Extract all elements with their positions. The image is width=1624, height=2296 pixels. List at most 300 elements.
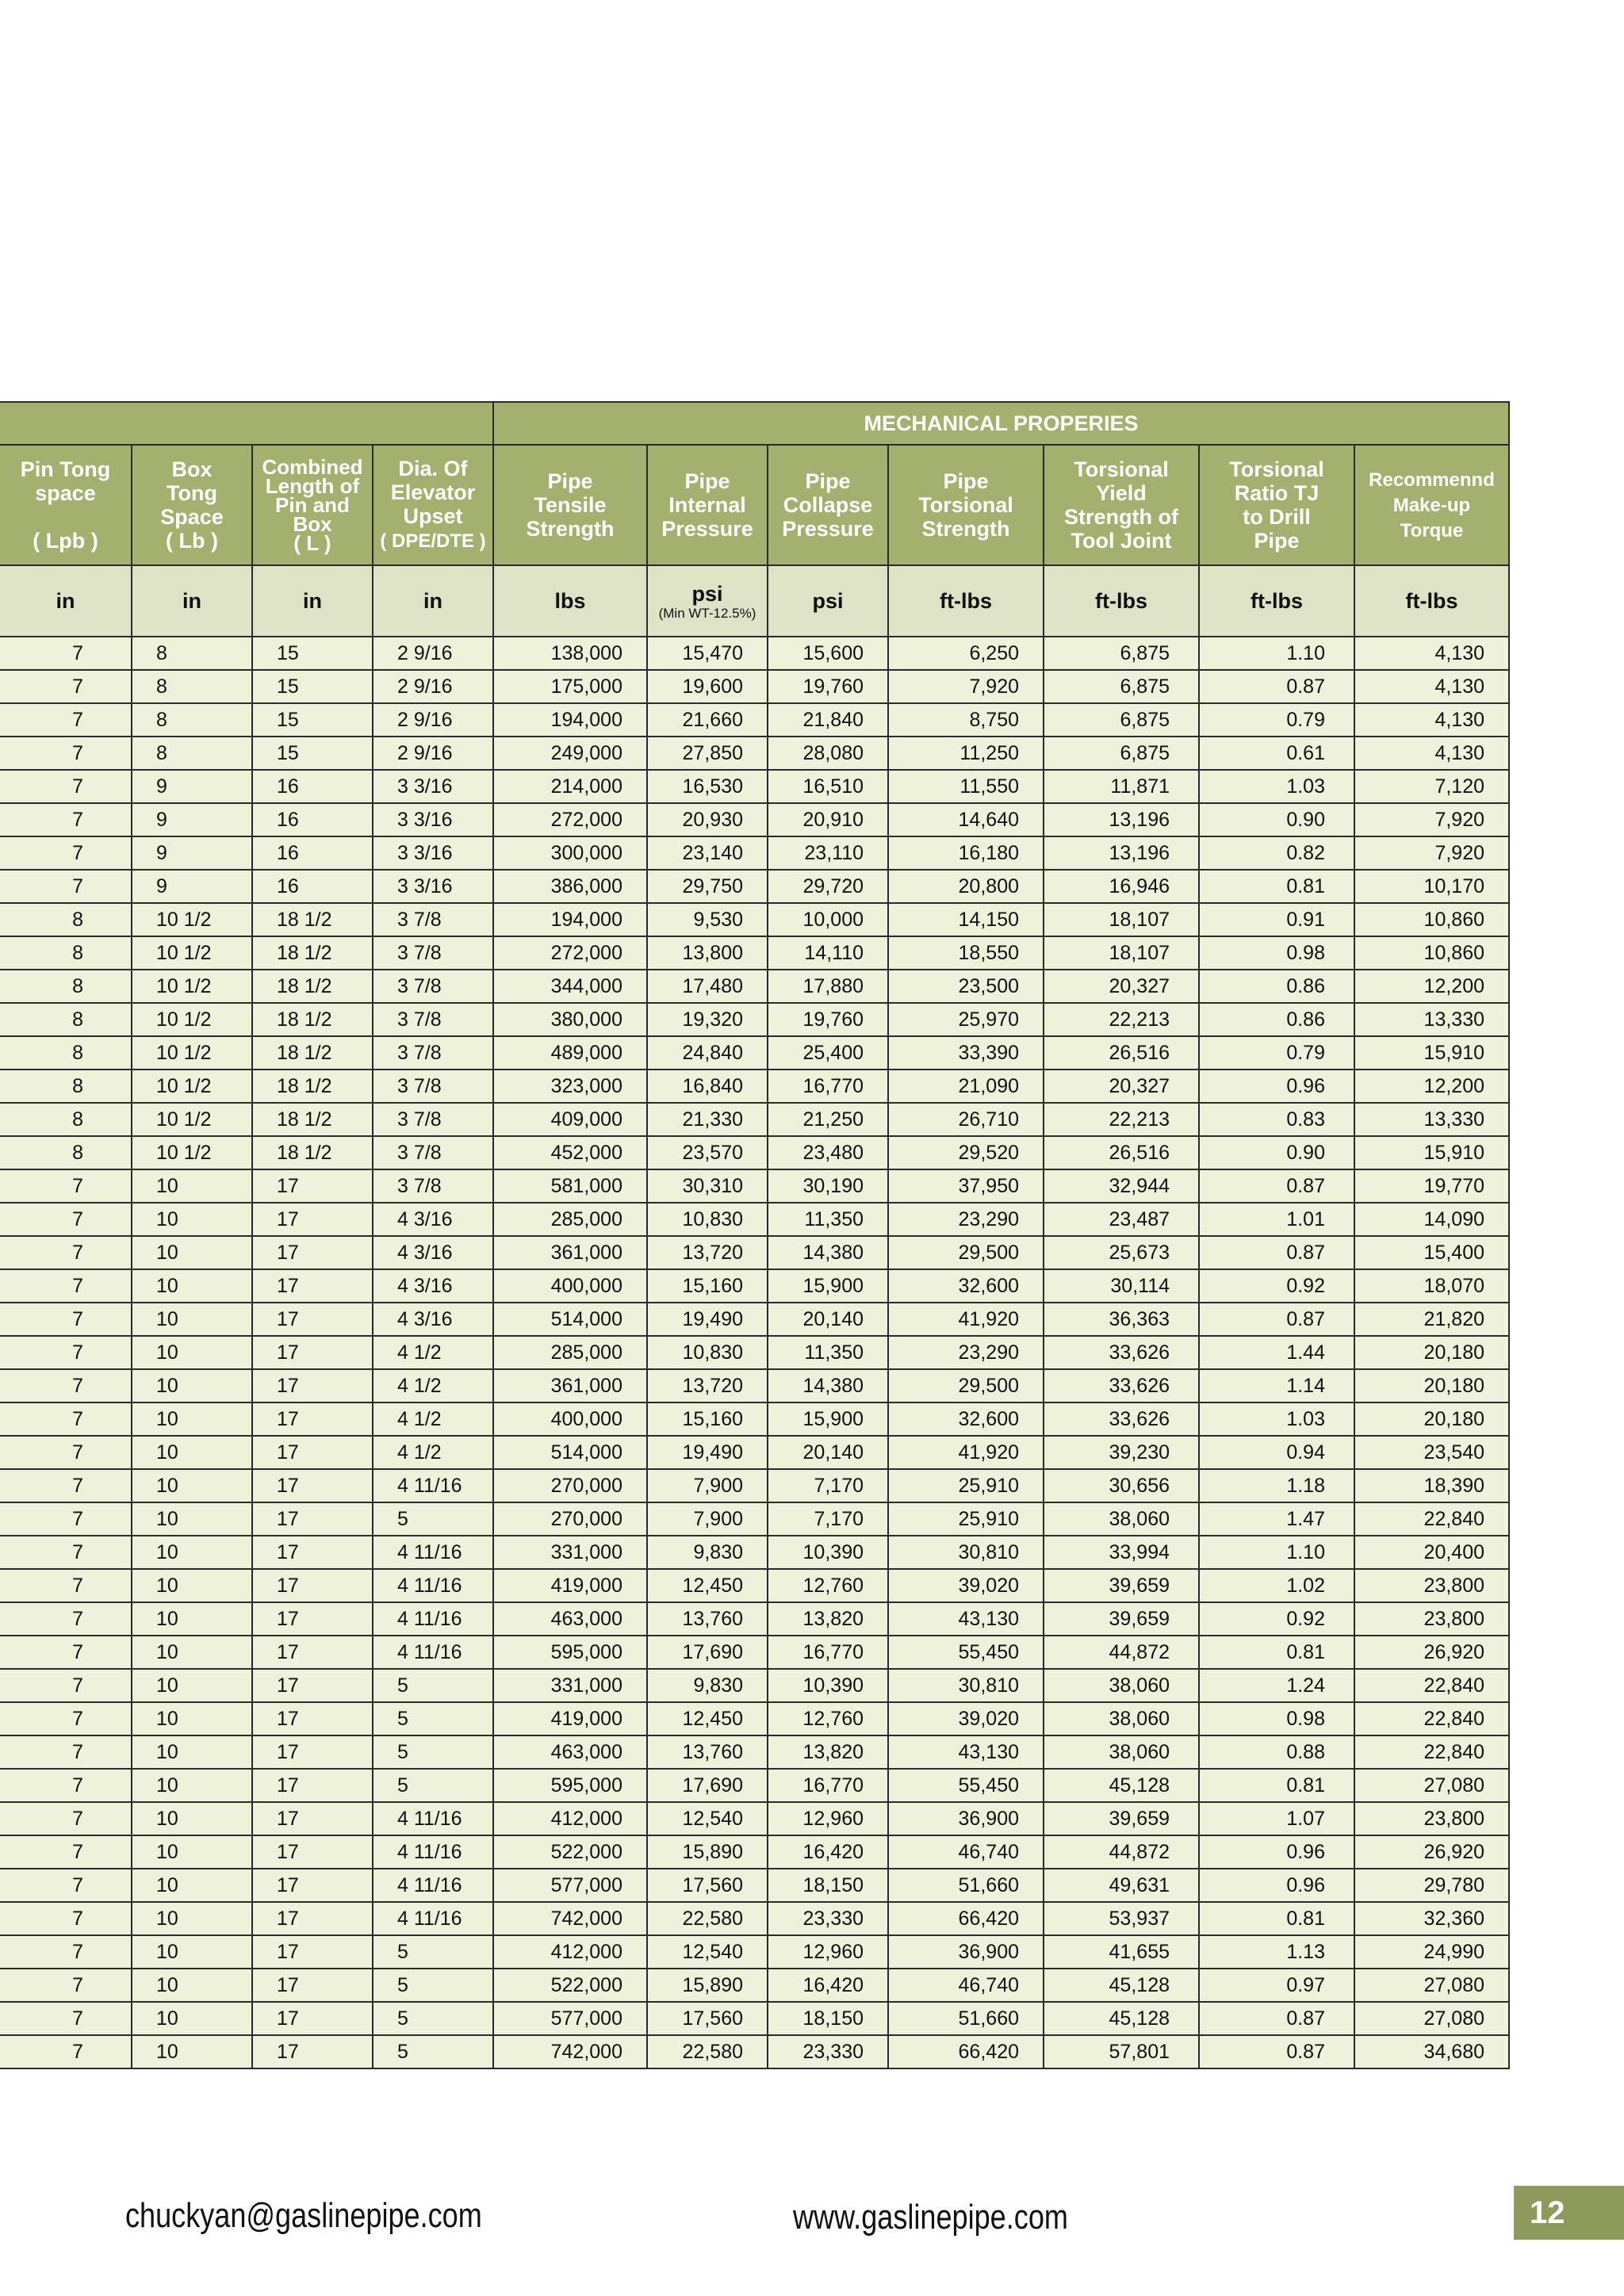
table-cell: 7 — [0, 1902, 132, 1935]
table-cell: 13,720 — [647, 1369, 768, 1402]
table-cell: 15,400 — [1354, 1236, 1509, 1269]
table-cell: 20,910 — [768, 803, 888, 836]
table-cell: 10 1/2 — [132, 1136, 252, 1169]
table-cell: 0.96 — [1199, 1869, 1354, 1902]
table-cell: 38,060 — [1044, 1702, 1199, 1735]
table-cell: 14,380 — [768, 1236, 888, 1269]
table-cell: 5 — [373, 1702, 493, 1735]
table-cell: 25,673 — [1044, 1236, 1199, 1269]
table-cell: 7 — [0, 1369, 132, 1402]
table-cell: 10 1/2 — [132, 936, 252, 970]
table-cell: 522,000 — [493, 1969, 647, 2002]
table-cell: 1.03 — [1199, 1402, 1354, 1436]
table-cell: 7,900 — [647, 1469, 768, 1502]
table-cell: 0.87 — [1199, 2002, 1354, 2035]
table-cell: 7 — [0, 1203, 132, 1236]
table-cell: 1.24 — [1199, 1669, 1354, 1702]
table-cell: 7,170 — [768, 1502, 888, 1536]
table-cell: 22,840 — [1354, 1735, 1509, 1769]
table-cell: 0.92 — [1199, 1602, 1354, 1636]
table-cell: 23,140 — [647, 836, 768, 870]
table-cell: 10 — [132, 1436, 252, 1469]
table-row — [0, 1269, 1509, 1303]
table-cell: 0.87 — [1199, 2035, 1354, 2068]
table-cell: 17 — [252, 1236, 373, 1269]
table-cell: 0.87 — [1199, 1303, 1354, 1336]
table-cell: 7 — [0, 803, 132, 836]
table-cell: 0.83 — [1199, 1103, 1354, 1136]
table-cell: 5 — [373, 2035, 493, 2068]
table-cell: 10 1/2 — [132, 1036, 252, 1070]
table-cell: 7 — [0, 1935, 132, 1969]
table-cell: 8 — [0, 936, 132, 970]
table-cell: 595,000 — [493, 1636, 647, 1669]
table-cell: 66,420 — [888, 1902, 1044, 1935]
table-body — [0, 637, 1509, 2068]
table-cell: 44,872 — [1044, 1835, 1199, 1869]
table-row — [0, 1169, 1509, 1203]
table-cell: 10 — [132, 2035, 252, 2068]
table-cell: 20,327 — [1044, 970, 1199, 1003]
table-cell: 15 — [252, 670, 373, 703]
table-cell: 32,944 — [1044, 1169, 1199, 1203]
table-cell: 17 — [252, 1802, 373, 1835]
table-cell: 20,180 — [1354, 1336, 1509, 1369]
table-cell: 23,540 — [1354, 1436, 1509, 1469]
table-cell: 7 — [0, 637, 132, 670]
table-cell: 21,660 — [647, 703, 768, 737]
footer-email[interactable]: chuckyan@gaslinepipe.com — [125, 2196, 482, 2235]
table-cell: 285,000 — [493, 1203, 647, 1236]
table-cell: 6,875 — [1044, 737, 1199, 770]
table-cell: 7 — [0, 670, 132, 703]
table-cell: 577,000 — [493, 2002, 647, 2035]
table-cell: 13,800 — [647, 936, 768, 970]
table-cell: 361,000 — [493, 1369, 647, 1402]
table-cell: 20,400 — [1354, 1536, 1509, 1569]
unit-cell: in — [373, 565, 493, 637]
table-cell: 0.90 — [1199, 1136, 1354, 1169]
table-row — [0, 703, 1509, 737]
table-cell: 11,250 — [888, 737, 1044, 770]
table-cell: 33,626 — [1044, 1369, 1199, 1402]
table-cell: 8 — [132, 637, 252, 670]
table-cell: 7 — [0, 1269, 132, 1303]
table-cell: 9,830 — [647, 1536, 768, 1569]
table-cell: 14,640 — [888, 803, 1044, 836]
table-cell: 0.98 — [1199, 936, 1354, 970]
table-cell: 18,550 — [888, 936, 1044, 970]
table-cell: 41,920 — [888, 1303, 1044, 1336]
table-cell: 8 — [0, 1070, 132, 1103]
table-cell: 10,860 — [1354, 936, 1509, 970]
table-cell: 214,000 — [493, 770, 647, 803]
table-cell: 49,631 — [1044, 1869, 1199, 1902]
table-cell: 7 — [0, 870, 132, 903]
table-cell: 4 11/16 — [373, 1835, 493, 1869]
table-cell: 7,920 — [888, 670, 1044, 703]
table-cell: 24,990 — [1354, 1935, 1509, 1969]
table-cell: 7,920 — [1354, 836, 1509, 870]
table-cell: 0.79 — [1199, 1036, 1354, 1070]
table-row — [0, 1569, 1509, 1602]
table-cell: 14,110 — [768, 936, 888, 970]
table-cell: 514,000 — [493, 1436, 647, 1469]
table-cell: 14,380 — [768, 1369, 888, 1402]
unit-cell: in — [0, 565, 132, 637]
table-cell: 51,660 — [888, 1869, 1044, 1902]
table-cell: 595,000 — [493, 1769, 647, 1802]
unit-cell: lbs — [493, 565, 647, 637]
table-cell: 23,570 — [647, 1136, 768, 1169]
table-cell: 15,900 — [768, 1402, 888, 1436]
unit-cell: ft-lbs — [888, 565, 1044, 637]
table-cell: 15,600 — [768, 637, 888, 670]
table-cell: 3 7/8 — [373, 1169, 493, 1203]
table-cell: 21,330 — [647, 1103, 768, 1136]
table-cell: 10 — [132, 1802, 252, 1835]
table-cell: 489,000 — [493, 1036, 647, 1070]
table-cell: 10 — [132, 1569, 252, 1602]
table-cell: 400,000 — [493, 1269, 647, 1303]
table-cell: 1.47 — [1199, 1502, 1354, 1536]
table-cell: 2 9/16 — [373, 703, 493, 737]
table-cell: 300,000 — [493, 836, 647, 870]
table-cell: 16,420 — [768, 1835, 888, 1869]
unit-cell: ft-lbs — [1354, 565, 1509, 637]
table-cell: 45,128 — [1044, 1969, 1199, 2002]
table-cell: 21,250 — [768, 1103, 888, 1136]
table-cell: 270,000 — [493, 1502, 647, 1536]
table-cell: 10 — [132, 1902, 252, 1935]
table-cell: 17 — [252, 1402, 373, 1436]
table-cell: 10 — [132, 1303, 252, 1336]
table-cell: 7 — [0, 1536, 132, 1569]
table-cell: 16,840 — [647, 1070, 768, 1103]
table-cell: 6,875 — [1044, 670, 1199, 703]
table-row — [0, 1869, 1509, 1902]
table-cell: 18,150 — [768, 1869, 888, 1902]
table-cell: 17,560 — [647, 1869, 768, 1902]
table-cell: 18 1/2 — [252, 1036, 373, 1070]
table-cell: 0.94 — [1199, 1436, 1354, 1469]
table-cell: 34,680 — [1354, 2035, 1509, 2068]
table-cell: 10 — [132, 1269, 252, 1303]
table-cell: 8 — [132, 737, 252, 770]
table-cell: 17 — [252, 1502, 373, 1536]
table-cell: 16,420 — [768, 1969, 888, 2002]
table-cell: 3 3/16 — [373, 836, 493, 870]
table-cell: 11,350 — [768, 1336, 888, 1369]
table-cell: 17 — [252, 1935, 373, 1969]
table-cell: 17 — [252, 1669, 373, 1702]
footer-website[interactable]: www.gaslinepipe.com — [793, 2198, 1068, 2237]
table-cell: 419,000 — [493, 1702, 647, 1735]
table-cell: 5 — [373, 2002, 493, 2035]
table-row — [0, 836, 1509, 870]
table-cell: 1.03 — [1199, 770, 1354, 803]
table-row — [0, 1735, 1509, 1769]
table-row — [0, 1969, 1509, 2002]
table-row — [0, 1303, 1509, 1336]
table-cell: 10,830 — [647, 1336, 768, 1369]
table-cell: 30,810 — [888, 1669, 1044, 1702]
table-cell: 3 7/8 — [373, 936, 493, 970]
table-cell: 4 1/2 — [373, 1369, 493, 1402]
table-cell: 7 — [0, 1236, 132, 1269]
table-cell: 175,000 — [493, 670, 647, 703]
table-cell: 30,190 — [768, 1169, 888, 1203]
table-cell: 16 — [252, 870, 373, 903]
column-header-row — [0, 445, 1509, 565]
table-cell: 12,760 — [768, 1702, 888, 1735]
table-cell: 7 — [0, 1436, 132, 1469]
table-cell: 8 — [0, 1136, 132, 1169]
table-cell: 12,450 — [647, 1702, 768, 1735]
table-cell: 27,850 — [647, 737, 768, 770]
table-cell: 20,930 — [647, 803, 768, 836]
table-cell: 12,450 — [647, 1569, 768, 1602]
table-cell: 386,000 — [493, 870, 647, 903]
table-cell: 17 — [252, 1969, 373, 2002]
table-cell: 22,840 — [1354, 1702, 1509, 1735]
table-cell: 4 3/16 — [373, 1269, 493, 1303]
table-cell: 4 3/16 — [373, 1303, 493, 1336]
table-cell: 7 — [0, 1636, 132, 1669]
table-cell: 25,970 — [888, 1003, 1044, 1036]
table-row — [0, 737, 1509, 770]
table-cell: 8 — [0, 1036, 132, 1070]
table-cell: 16,770 — [768, 1636, 888, 1669]
table-cell: 409,000 — [493, 1103, 647, 1136]
table-cell: 0.87 — [1199, 670, 1354, 703]
table-row — [0, 1802, 1509, 1835]
table-cell: 10 — [132, 1769, 252, 1802]
table-cell: 742,000 — [493, 2035, 647, 2068]
table-cell: 3 7/8 — [373, 903, 493, 936]
table-cell: 419,000 — [493, 1569, 647, 1602]
table-row — [0, 1702, 1509, 1735]
table-cell: 10 — [132, 1169, 252, 1203]
table-cell: 10 1/2 — [132, 1070, 252, 1103]
table-cell: 19,490 — [647, 1303, 768, 1336]
table-cell: 10,860 — [1354, 903, 1509, 936]
table-cell: 17 — [252, 1835, 373, 1869]
table-cell: 4 11/16 — [373, 1602, 493, 1636]
table-cell: 12,200 — [1354, 970, 1509, 1003]
table-cell: 7 — [0, 737, 132, 770]
table-cell: 331,000 — [493, 1669, 647, 1702]
table-row — [0, 1103, 1509, 1136]
table-cell: 270,000 — [493, 1469, 647, 1502]
table-cell: 10 — [132, 1969, 252, 2002]
table-cell: 18 1/2 — [252, 903, 373, 936]
table-cell: 3 7/8 — [373, 1036, 493, 1070]
table-cell: 0.96 — [1199, 1070, 1354, 1103]
table-row — [0, 1436, 1509, 1469]
col-header-combined-length: Combined Length of Pin and Box ( L ) — [252, 445, 373, 565]
table-cell: 16,770 — [768, 1769, 888, 1802]
table-cell: 20,180 — [1354, 1369, 1509, 1402]
table-cell: 4,130 — [1354, 703, 1509, 737]
table-cell: 7,120 — [1354, 770, 1509, 803]
table-cell: 4 3/16 — [373, 1203, 493, 1236]
table-cell: 3 3/16 — [373, 870, 493, 903]
unit-cell: psi — [768, 565, 888, 637]
table-cell: 361,000 — [493, 1236, 647, 1269]
table-cell: 18 1/2 — [252, 936, 373, 970]
table-cell: 13,760 — [647, 1735, 768, 1769]
table-cell: 20,180 — [1354, 1402, 1509, 1436]
table-cell: 15,160 — [647, 1402, 768, 1436]
table-cell: 344,000 — [493, 970, 647, 1003]
table-cell: 0.86 — [1199, 1003, 1354, 1036]
table-cell: 10 — [132, 1502, 252, 1536]
table-cell: 2 9/16 — [373, 737, 493, 770]
table-cell: 1.10 — [1199, 637, 1354, 670]
table-cell: 16,180 — [888, 836, 1044, 870]
table-cell: 22,840 — [1354, 1669, 1509, 1702]
table-cell: 21,090 — [888, 1070, 1044, 1103]
table-cell: 8 — [0, 970, 132, 1003]
table-cell: 8 — [0, 903, 132, 936]
table-cell: 4,130 — [1354, 670, 1509, 703]
table-cell: 13,330 — [1354, 1003, 1509, 1036]
table-cell: 20,140 — [768, 1303, 888, 1336]
table-cell: 3 3/16 — [373, 803, 493, 836]
table-cell: 11,550 — [888, 770, 1044, 803]
table-cell: 5 — [373, 1669, 493, 1702]
table-cell: 32,600 — [888, 1269, 1044, 1303]
table-cell: 23,330 — [768, 1902, 888, 1935]
table-cell: 1.13 — [1199, 1935, 1354, 1969]
table-cell: 41,920 — [888, 1436, 1044, 1469]
table-cell: 522,000 — [493, 1835, 647, 1869]
table-cell: 15,160 — [647, 1269, 768, 1303]
table-cell: 0.81 — [1199, 1902, 1354, 1935]
table-cell: 9 — [132, 770, 252, 803]
table-cell: 7 — [0, 1802, 132, 1835]
table-cell: 4,130 — [1354, 737, 1509, 770]
table-row — [0, 1769, 1509, 1802]
table-cell: 8 — [132, 670, 252, 703]
table-cell: 10 — [132, 1735, 252, 1769]
table-cell: 194,000 — [493, 703, 647, 737]
table-cell: 23,480 — [768, 1136, 888, 1169]
table-cell: 463,000 — [493, 1735, 647, 1769]
col-header-torsional-ratio: Torsional Ratio TJ to Drill Pipe — [1199, 445, 1354, 565]
table-cell: 30,114 — [1044, 1269, 1199, 1303]
table-row — [0, 1369, 1509, 1402]
table-cell: 14,090 — [1354, 1203, 1509, 1236]
table-cell: 15,890 — [647, 1835, 768, 1869]
table-cell: 7 — [0, 1969, 132, 2002]
table-row — [0, 637, 1509, 670]
table-cell: 33,626 — [1044, 1336, 1199, 1369]
table-cell: 27,080 — [1354, 1769, 1509, 1802]
table-cell: 7 — [0, 1169, 132, 1203]
table-cell: 22,580 — [647, 1902, 768, 1935]
table-cell: 10 — [132, 1536, 252, 1569]
table-cell: 8 — [0, 1103, 132, 1136]
table-cell: 19,770 — [1354, 1169, 1509, 1203]
table-cell: 581,000 — [493, 1169, 647, 1203]
table-cell: 13,196 — [1044, 836, 1199, 870]
table-cell: 9 — [132, 803, 252, 836]
table-cell: 17,560 — [647, 2002, 768, 2035]
table-cell: 1.18 — [1199, 1469, 1354, 1502]
table-cell: 15 — [252, 737, 373, 770]
table-row — [0, 1502, 1509, 1536]
table-cell: 249,000 — [493, 737, 647, 770]
table-cell: 400,000 — [493, 1402, 647, 1436]
table-row — [0, 1536, 1509, 1569]
table-cell: 53,937 — [1044, 1902, 1199, 1935]
col-header-torsional-yield: Torsional Yield Strength of Tool Joint — [1044, 445, 1199, 565]
table-cell: 0.86 — [1199, 970, 1354, 1003]
table-cell: 22,580 — [647, 2035, 768, 2068]
unit-cell: in — [132, 565, 252, 637]
table-cell: 19,760 — [768, 670, 888, 703]
table-cell: 4 11/16 — [373, 1469, 493, 1502]
table-cell: 10 — [132, 1935, 252, 1969]
table-cell: 2 9/16 — [373, 670, 493, 703]
table-cell: 10 — [132, 1236, 252, 1269]
units-row — [0, 565, 1509, 637]
table-cell: 7,920 — [1354, 803, 1509, 836]
table-cell: 39,659 — [1044, 1602, 1199, 1636]
table-cell: 29,750 — [647, 870, 768, 903]
table-cell: 14,150 — [888, 903, 1044, 936]
table-cell: 452,000 — [493, 1136, 647, 1169]
table-cell: 10 — [132, 1835, 252, 1869]
table-cell: 18 1/2 — [252, 1136, 373, 1169]
table-row — [0, 1070, 1509, 1103]
table-cell: 10 — [132, 2002, 252, 2035]
table-cell: 0.79 — [1199, 703, 1354, 737]
table-cell: 4 11/16 — [373, 1869, 493, 1902]
table-cell: 138,000 — [493, 637, 647, 670]
col-header-pipe-collapse-pressure: Pipe Collapse Pressure — [768, 445, 888, 565]
table-cell: 27,080 — [1354, 1969, 1509, 2002]
table-row — [0, 2035, 1509, 2068]
table-cell: 0.81 — [1199, 1769, 1354, 1802]
table-cell: 18 1/2 — [252, 1070, 373, 1103]
table-cell: 20,800 — [888, 870, 1044, 903]
table-row — [0, 1036, 1509, 1070]
table-cell: 3 7/8 — [373, 1136, 493, 1169]
table-cell: 7 — [0, 1669, 132, 1702]
table-cell: 13,820 — [768, 1602, 888, 1636]
table-cell: 15 — [252, 637, 373, 670]
table-cell: 8 — [132, 703, 252, 737]
table-cell: 33,626 — [1044, 1402, 1199, 1436]
table-cell: 41,655 — [1044, 1935, 1199, 1969]
table-cell: 36,900 — [888, 1802, 1044, 1835]
table-cell: 7 — [0, 1702, 132, 1735]
table-row — [0, 1469, 1509, 1502]
table-cell: 4 11/16 — [373, 1536, 493, 1569]
table-cell: 4 11/16 — [373, 1636, 493, 1669]
table-cell: 24,840 — [647, 1036, 768, 1070]
table-cell: 272,000 — [493, 936, 647, 970]
table-cell: 5 — [373, 1735, 493, 1769]
table-cell: 38,060 — [1044, 1735, 1199, 1769]
table-cell: 43,130 — [888, 1735, 1044, 1769]
table-cell: 33,390 — [888, 1036, 1044, 1070]
table-cell: 13,820 — [768, 1735, 888, 1769]
section-header-mechanical: MECHANICAL PROPERIES — [493, 402, 1509, 445]
